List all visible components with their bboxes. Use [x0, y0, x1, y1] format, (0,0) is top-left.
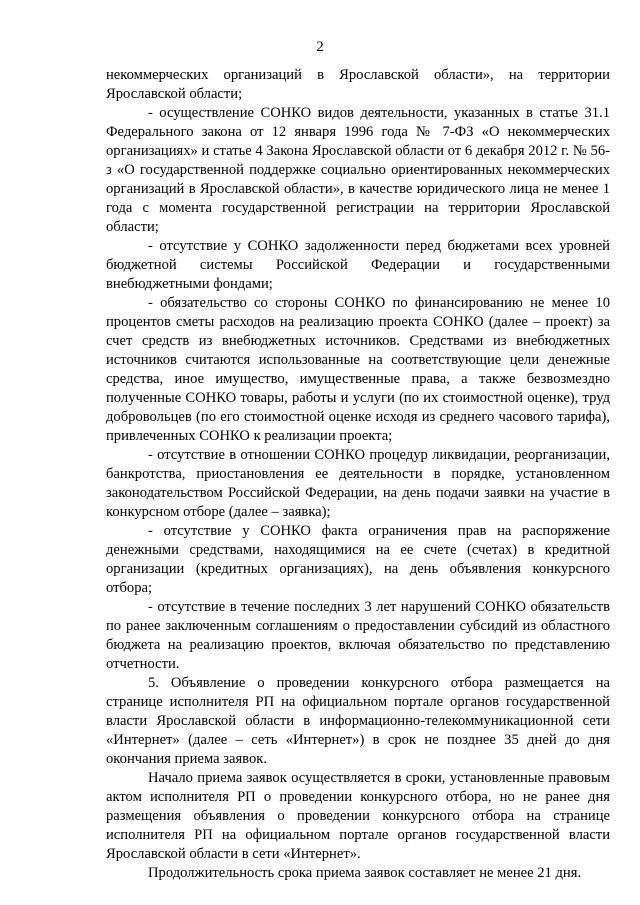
paragraph-no-violations: - отсутствие в течение последних 3 лет нарушений СОНКО обязательств по ранее заключенным соглашениям о предоставлении субсидий из областного бюджета на реализацию проектов, включая обязательство по представлению отчетности. — [106, 599, 610, 672]
paragraph-section-5: 5. Объявление о проведении конкурсного отбора размещается на странице исполнителя РП на официальном портале органов государственной власти Ярославской области в информационно-телекоммуникационной сети «Интернет» (далее – сеть «Интернет») в срок не позднее 35 дней до дня окончания приема заявок. — [106, 675, 610, 767]
document-body — [106, 66, 610, 883]
paragraph-no-account-restriction: - отсутствие у СОНКО факта ограничения прав на распоряжение денежными средствами, находящимися на ее счете (счетах) в кредитной организации (кредитных организациях), на день объявления конкурсного отбора; — [106, 523, 610, 596]
paragraph-application-duration: Продолжительность срока приема заявок составляет не менее 21 дня. — [148, 865, 582, 881]
page-number: 2 — [316, 39, 324, 55]
paragraph-cofinancing: - обязательство со стороны СОНКО по финансированию не менее 10 процентов сметы расходов на реализацию проекта СОНКО (далее – проект) за счет средств из внебюджетных источников. Средствами из внебюджетных источников считаются использованные на соответствующие цели денежные средства, иное имущество, имущественные права, а также безвозмездно полученные СОНКО товары, работы и услуги (по их стоимостной оценке), труд добровольцев (по его стоимостной оценке исходя из среднего часового тарифа), привлеченных СОНКО к реализации проекта; — [106, 295, 610, 444]
paragraph-activity-requirement: - осуществление СОНКО видов деятельности, указанных в статье 31.1 Федерального закона от 12 января 1996 года № 7-ФЗ «О некоммерческих организациях» и статье 4 Закона Ярославской области от 6 декабря 2012 г. № 56-з «О государственной поддержке социально ориентированных некоммерческих организаций в Ярославской области», в качестве юридического лица не менее 1 года с момента государственной регистрации на территории Ярославской области; — [106, 105, 610, 235]
paragraph-continuation: некоммерческих организаций в Ярославской области», на территории Ярославской области; — [106, 67, 610, 102]
paragraph-no-debt: - отсутствие у СОНКО задолженности перед бюджетами всех уровней бюджетной системы Российской Федерации и государственными внебюджетными фондами; — [106, 238, 610, 292]
paragraph-application-start: Начало приема заявок осуществляется в сроки, установленные правовым актом исполнителя РП о проведении конкурсного отбора, но не ранее дня размещения объявления о проведении конкурсного отбора на странице исполнителя РП на официальном портале органов государственной власти Ярославской области в сети «Интернет». — [106, 770, 610, 862]
paragraph-no-liquidation: - отсутствие в отношении СОНКО процедур ликвидации, реорганизации, банкротства, приостановления ее деятельности в порядке, установленном законодательством Российской Федерации, на день подачи заявки на участие в конкурсном отборе (далее – заявка); — [106, 447, 610, 520]
